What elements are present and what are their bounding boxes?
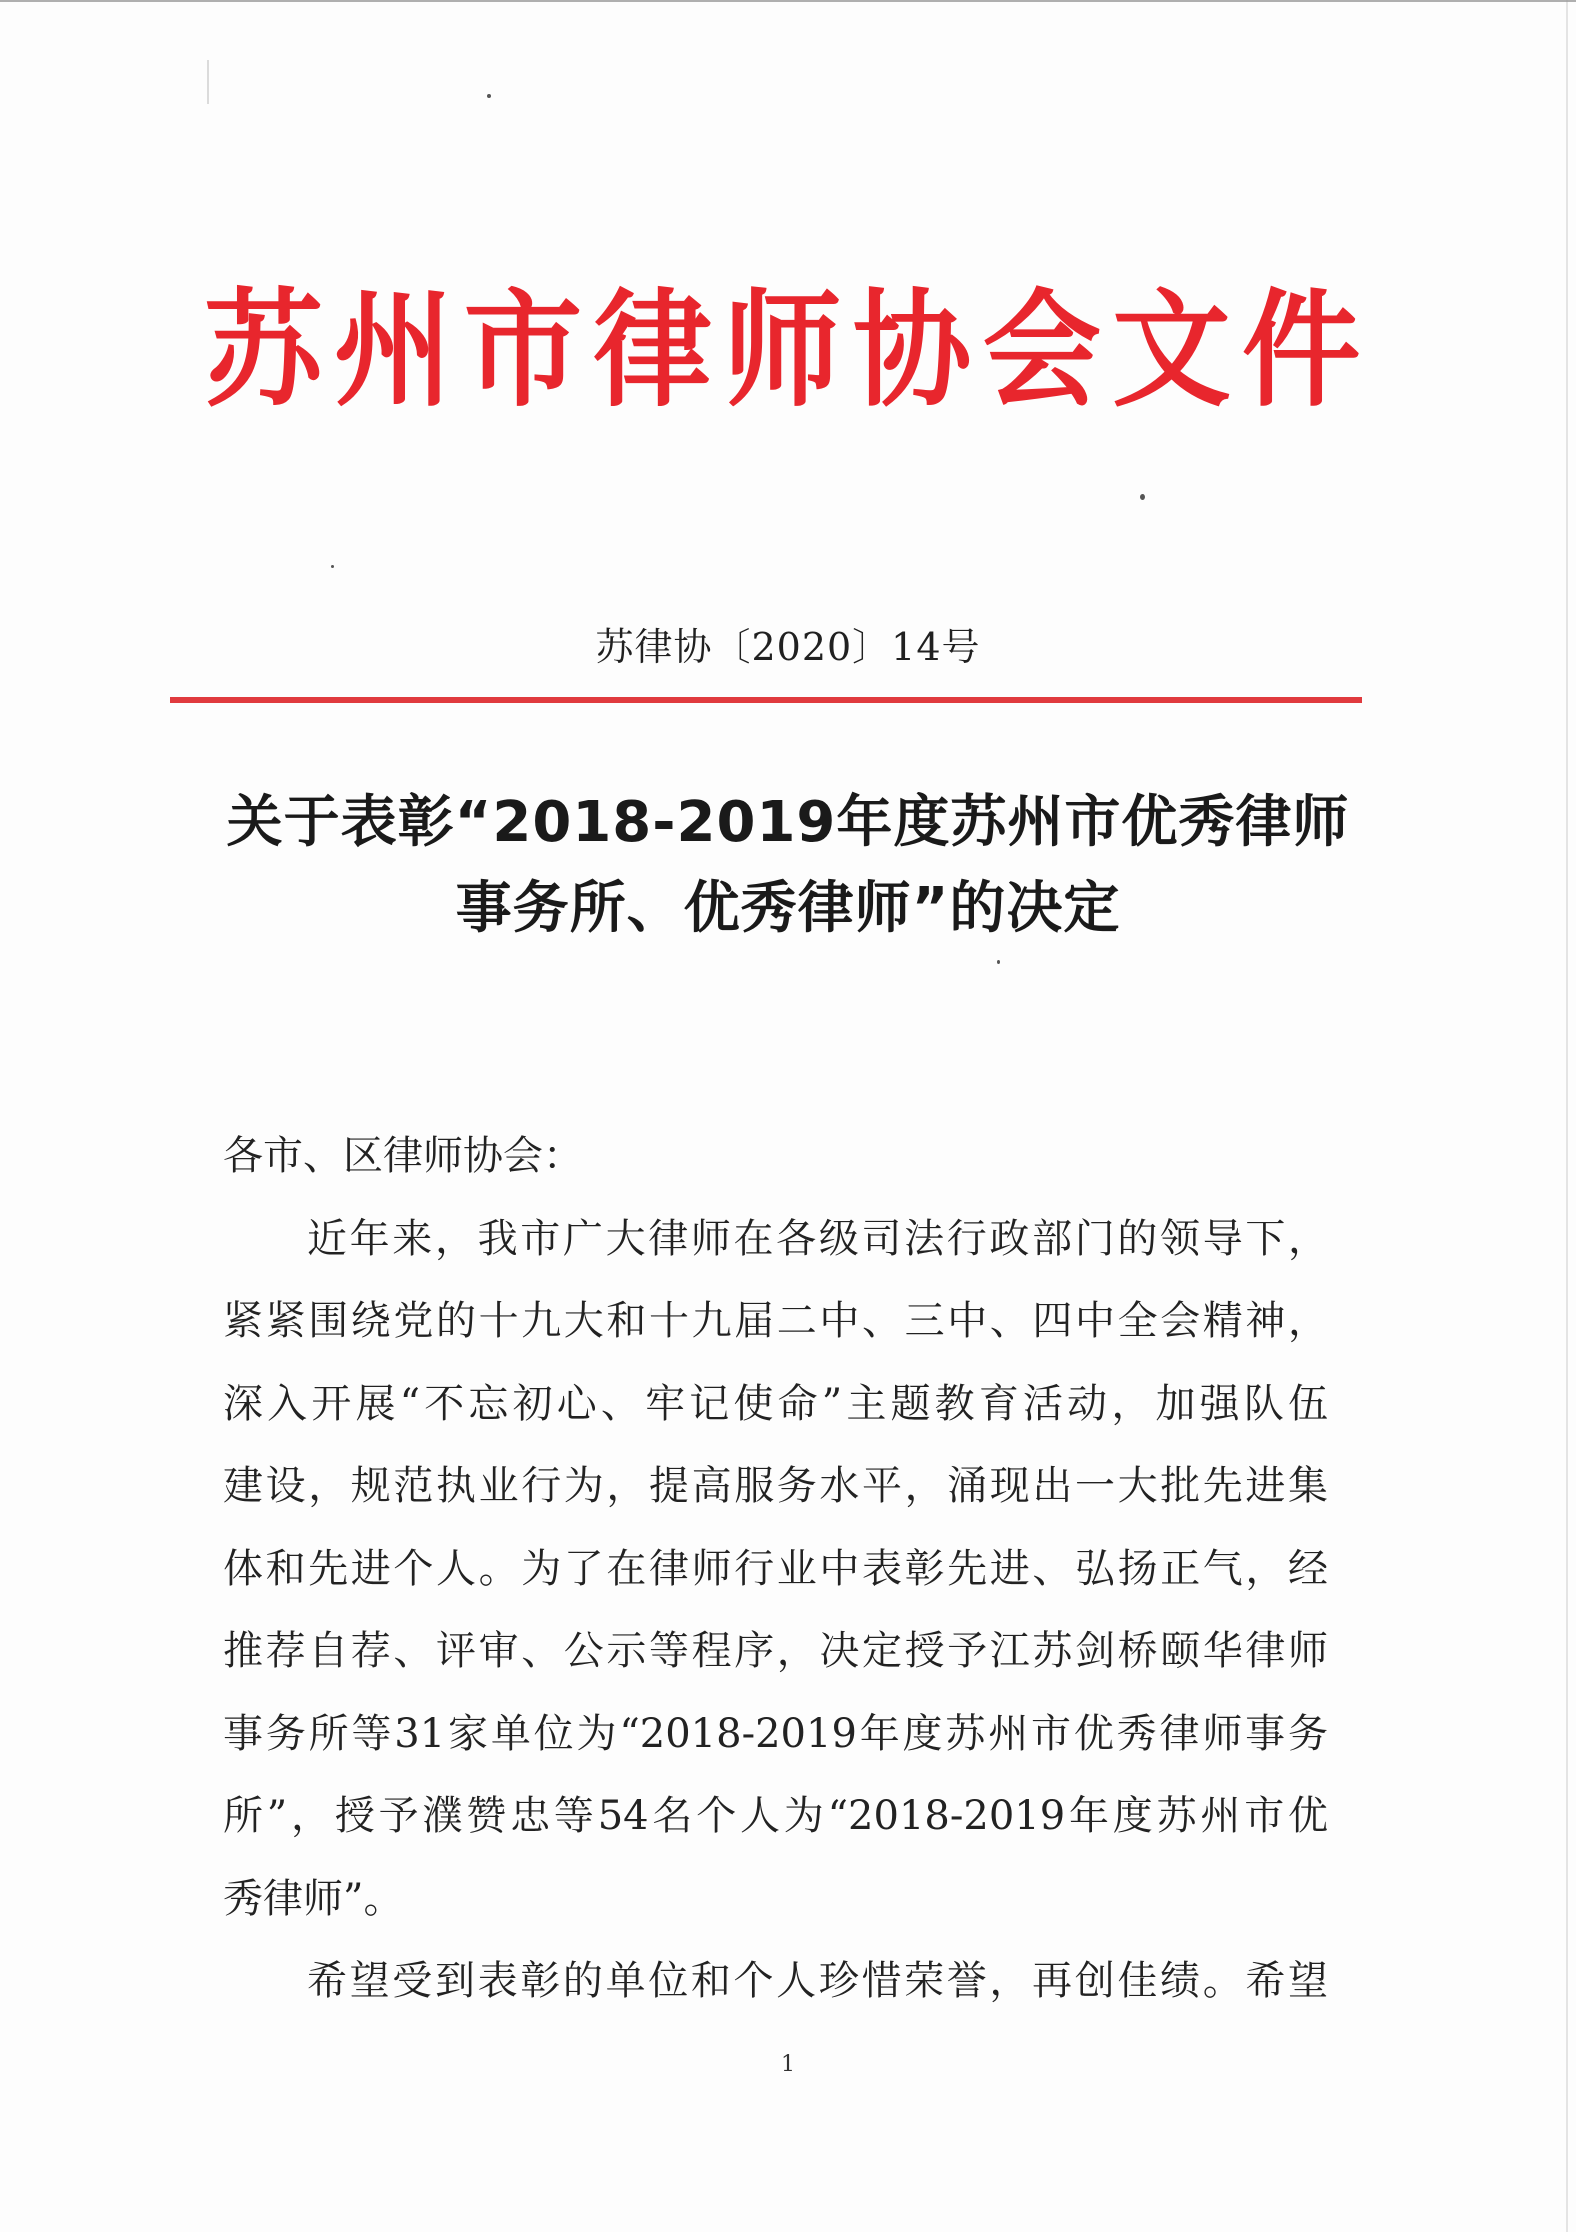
paragraph-closing <box>223 1940 1328 2023</box>
scan-speck <box>1140 494 1145 500</box>
paragraph-main <box>223 1198 1328 1941</box>
text-line: 近年来，我市广大律师在各级司法行政部门的领导下， <box>307 1215 1328 1262</box>
title-line: 事务所、优秀律师”的决定 <box>455 876 1121 941</box>
text-line: 建设，规范执业行为，提高服务水平，涌现出一大批先进集 <box>223 1463 1328 1509</box>
scan-right-edge <box>1566 0 1568 2232</box>
title-line: 关于表彰“2018-2019年度苏州市优秀律师 <box>226 790 1350 855</box>
masthead-title: 苏州市律师协会文件 <box>204 276 1372 424</box>
document-body <box>223 1115 1328 2023</box>
scan-top-edge <box>0 0 1576 2</box>
text-line: 深入开展“不忘初心、牢记使命”主题教育活动，加强队伍 <box>223 1380 1328 1427</box>
text-line: 秀律师”。 <box>223 1875 404 1922</box>
text-line: 所”，授予濮赞忠等54名个人为“2018-2019年度苏州市优 <box>223 1793 1328 1839</box>
text-line: 紧紧围绕党的十九大和十九届二中、三中、四中全会精神， <box>223 1298 1328 1344</box>
salutation: 各市、区律师协会： <box>223 1133 583 1179</box>
document-number: 苏律协〔2020〕14号 <box>595 625 981 669</box>
scan-speck <box>487 94 491 98</box>
text-line: 体和先进个人。为了在律师行业中表彰先进、弘扬正气，经 <box>223 1545 1328 1592</box>
text-line: 事务所等31家单位为“2018-2019年度苏州市优秀律师事务 <box>223 1710 1328 1757</box>
text-line: 希望受到表彰的单位和个人珍惜荣誉，再创佳绩。希望 <box>307 1958 1328 2004</box>
scan-speck <box>331 565 334 568</box>
page-number: 1 <box>781 2052 795 2077</box>
text-line: 推荐自荐、评审、公示等程序，决定授予江苏剑桥颐华律师 <box>223 1628 1328 1674</box>
red-divider-rule <box>170 697 1362 703</box>
scan-speck <box>997 960 1000 964</box>
scan-mark <box>207 60 209 104</box>
document-title <box>160 780 1416 952</box>
